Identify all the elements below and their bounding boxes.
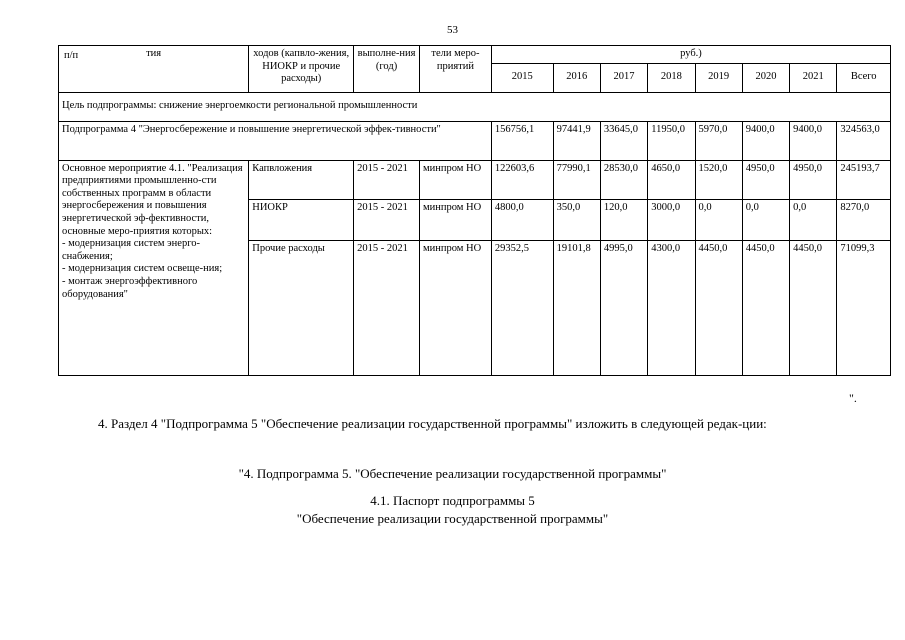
expense-type: НИОКР	[249, 199, 354, 240]
amount-cell: 120,0	[600, 199, 647, 240]
year-header: 2019	[695, 63, 742, 92]
subprogram-value: 5970,0	[695, 121, 742, 160]
page-number: 53	[447, 24, 458, 36]
closing-mark: ".	[849, 391, 857, 405]
amount-cell: 0,0	[742, 199, 789, 240]
header-executor: тели меро-приятий	[419, 46, 491, 93]
activity-row	[59, 160, 891, 199]
amount-cell: 4450,0	[695, 240, 742, 375]
year-header: 2018	[648, 63, 695, 92]
year-header: Всего	[837, 63, 891, 92]
executor-cell: минпром НО	[419, 160, 491, 199]
amount-cell: 4450,0	[790, 240, 837, 375]
amount-cell: 245193,7	[837, 160, 891, 199]
header-funding: руб.)	[491, 46, 890, 64]
header-row	[59, 46, 891, 64]
year-header: 2015	[491, 63, 553, 92]
executor-cell: минпром НО	[419, 199, 491, 240]
subprogram-value: 33645,0	[600, 121, 647, 160]
year-header: 2017	[600, 63, 647, 92]
amount-cell: 29352,5	[491, 240, 553, 375]
subprogram-row	[59, 121, 891, 160]
amount-cell: 3000,0	[648, 199, 695, 240]
amount-cell: 350,0	[553, 199, 600, 240]
amount-cell: 1520,0	[695, 160, 742, 199]
subprogram-name: Подпрограмма 4 "Энергосбережение и повышение энергетической эффек-тивности"	[59, 121, 492, 160]
amount-cell: 4650,0	[648, 160, 695, 199]
header-num: п/п	[64, 50, 79, 61]
year-header: 2020	[742, 63, 789, 92]
period-cell: 2015 - 2021	[354, 160, 420, 199]
amount-cell: 4800,0	[491, 199, 553, 240]
amount-cell: 4995,0	[600, 240, 647, 375]
amount-cell: 71099,3	[837, 240, 891, 375]
amount-cell: 8270,0	[837, 199, 891, 240]
amount-cell: 4950,0	[790, 160, 837, 199]
goal-cell: Цель подпрограммы: снижение энергоемкости региональной промышленности	[59, 92, 891, 121]
amount-cell: 4450,0	[742, 240, 789, 375]
amount-cell: 4300,0	[648, 240, 695, 375]
year-header: 2016	[553, 63, 600, 92]
subprogram-value: 156756,1	[491, 121, 553, 160]
header-period: выполне-ния (год)	[354, 46, 420, 93]
year-header: 2021	[790, 63, 837, 92]
period-cell: 2015 - 2021	[354, 240, 420, 375]
amount-cell: 19101,8	[553, 240, 600, 375]
subprogram-value: 9400,0	[742, 121, 789, 160]
amount-cell: 77990,1	[553, 160, 600, 199]
amendment-paragraph: 4. Раздел 4 "Подпрограмма 5 "Обеспечение реализации государственной программы" изложить в следующей редак-ции:	[98, 416, 767, 431]
section-heading: "4. Подпрограмма 5. "Обеспечение реализации государственной программы"	[238, 466, 667, 481]
expense-type: Капвложения	[249, 160, 354, 199]
amount-cell: 0,0	[790, 199, 837, 240]
budget-table	[58, 45, 891, 376]
subprogram-value: 9400,0	[790, 121, 837, 160]
expense-type: Прочие расходы	[249, 240, 354, 375]
passport-title: 4.1. Паспорт подпрограммы 5	[370, 493, 535, 508]
subprogram-value: 11950,0	[648, 121, 695, 160]
header-name: тия	[59, 46, 249, 93]
activity-name: Основное мероприятие 4.1. "Реализация предприятиями промышленно-сти собственных программ в области энергосбережения и повышения энергетической эф-фективности, основные меро-приятия которых: - модернизация систем энерго-снабжения; - модернизация систем освеще-ния; - монтаж энергоэффективного оборудования"	[59, 160, 249, 375]
amount-cell: 4950,0	[742, 160, 789, 199]
period-cell: 2015 - 2021	[354, 199, 420, 240]
amount-cell: 28530,0	[600, 160, 647, 199]
passport-subtitle: "Обеспечение реализации государственной программы"	[296, 511, 609, 526]
subprogram-value: 324563,0	[837, 121, 891, 160]
amount-cell: 0,0	[695, 199, 742, 240]
amount-cell: 122603,6	[491, 160, 553, 199]
subprogram-value: 97441,9	[553, 121, 600, 160]
header-type: ходов (капвло-жения, НИОКР и прочие расходы)	[249, 46, 354, 93]
executor-cell: минпром НО	[419, 240, 491, 375]
goal-row	[59, 92, 891, 121]
